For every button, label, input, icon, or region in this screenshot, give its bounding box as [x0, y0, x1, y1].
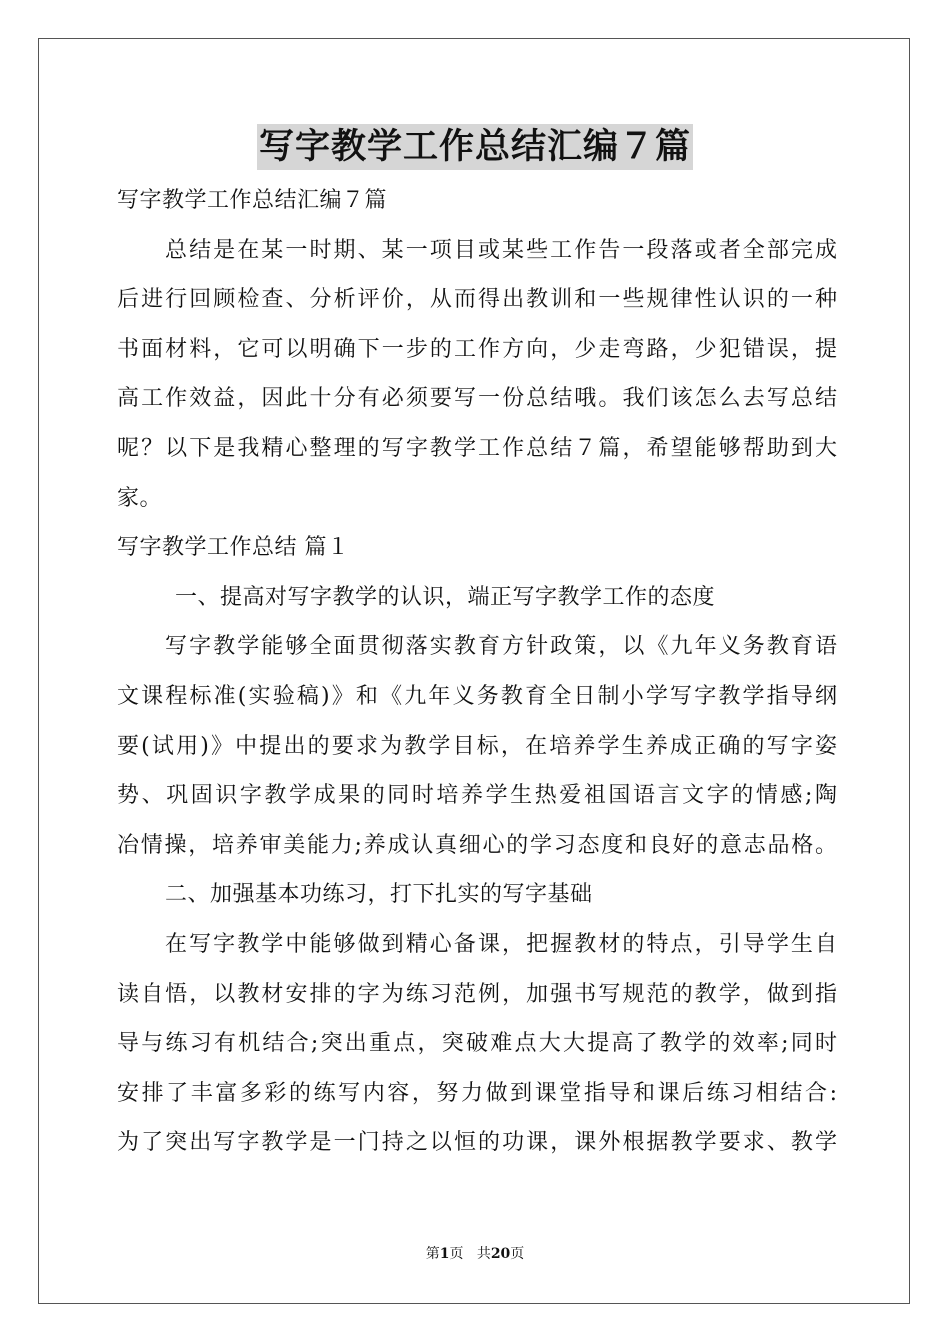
paragraph-line: 高工作效益，因此十分有必须要写一份总结哦。我们该怎么去写总结 — [117, 386, 837, 412]
paragraph-line: 总结是在某一时期、某一项目或某些工作告一段落或者全部完成 — [165, 237, 837, 263]
paragraph-line: 家。 — [117, 485, 163, 511]
subsection-heading: 二、加强基本功练习，打下扎实的写字基础 — [165, 882, 593, 908]
paragraph-line: 势、巩固识字教学成果的同时培养学生热爱祖国语言文字的情感;陶 — [117, 783, 837, 809]
paragraph-line: 为了突出写字教学是一门持之以恒的功课，课外根据教学要求、教学 — [117, 1130, 837, 1156]
total-prefix: 共 — [476, 1246, 491, 1262]
total-pages: 20 — [490, 1246, 511, 1262]
page-prefix: 第 — [425, 1246, 440, 1262]
title-wrap — [0, 124, 950, 170]
paragraph-line: 书面材料，它可以明确下一步的工作方向，少走弯路，少犯错误，提 — [117, 336, 837, 362]
paragraph-line: 在写字教学中能够做到精心备课，把握教材的特点，引导学生自 — [165, 931, 837, 957]
subtitle-line: 写字教学工作总结汇编７篇 — [117, 188, 388, 213]
paragraph-line: 后进行回顾检查、分析评价，从而得出教训和一些规律性认识的一种 — [117, 287, 837, 313]
subsection-heading: 一、提高对写字教学的认识，端正写字教学工作的态度 — [175, 584, 716, 610]
paragraph-line: 呢？以下是我精心整理的写字教学工作总结７篇，希望能够帮助到大 — [117, 435, 837, 461]
document-title: 写字教学工作总结汇编７篇 — [257, 124, 693, 170]
paragraph-line: 要(试用)》中提出的要求为教学目标，在培养学生养成正确的写字姿 — [117, 733, 837, 759]
total-suffix: 页 — [510, 1246, 525, 1262]
paragraph-line: 冶情操，培养审美能力;养成认真细心的学习态度和良好的意志品格。 — [117, 832, 837, 858]
page-suffix: 页 — [449, 1246, 464, 1262]
document-body — [117, 176, 837, 1168]
paragraph-line: 导与练习有机结合;突出重点，突破难点大大提高了教学的效率;同时 — [117, 1031, 837, 1057]
page-footer — [0, 1244, 950, 1264]
page-number: 1 — [439, 1246, 450, 1262]
paragraph-line: 安排了丰富多彩的练写内容，努力做到课堂指导和课后练习相结合: — [117, 1080, 837, 1106]
section-heading: 写字教学工作总结 篇１ — [117, 535, 350, 561]
paragraph-line: 读自悟，以教材安排的字为练习范例，加强书写规范的教学，做到指 — [117, 981, 837, 1007]
paragraph-line: 写字教学能够全面贯彻落实教育方针政策，以《九年义务教育语 — [165, 634, 837, 660]
paragraph-line: 文课程标准(实验稿)》和《九年义务教育全日制小学写字教学指导纲 — [117, 683, 837, 709]
